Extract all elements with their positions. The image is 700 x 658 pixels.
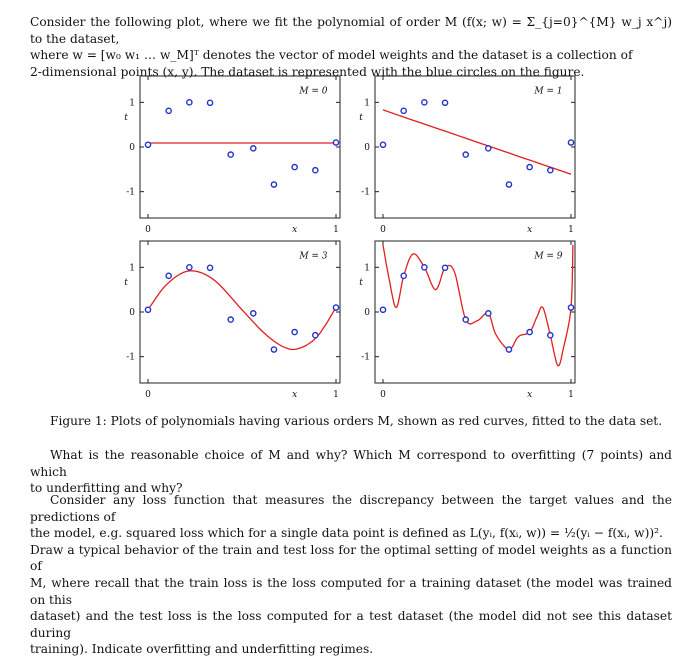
q2-line-1: Consider any loss function that measures the discrepancy between the target values and the predictions of xyxy=(30,493,672,524)
y-tick-label: 0 xyxy=(364,308,370,318)
x-tick-label: 0 xyxy=(380,390,386,400)
q2-line-3: Draw a typical behavior of the train and test loss for the optimal setting of model weights as a function of xyxy=(30,542,672,574)
data-point xyxy=(145,307,150,312)
q1-line-1: What is the reasonable choice of M and why? Which M correspond to overfitting (7 points) and which xyxy=(30,448,672,479)
subplot-title: M = 0 xyxy=(299,86,328,97)
data-point xyxy=(401,108,406,113)
y-axis-label: t xyxy=(124,278,128,289)
x-axis-label: x xyxy=(527,225,533,235)
subplot-title: M = 3 xyxy=(299,251,328,262)
y-tick-label: 0 xyxy=(364,143,370,153)
data-point xyxy=(166,273,171,278)
y-tick-label: 1 xyxy=(129,263,135,274)
x-tick-label: 0 xyxy=(145,390,151,400)
data-point xyxy=(292,165,297,170)
data-point xyxy=(166,108,171,113)
data-point xyxy=(568,305,573,310)
data-point xyxy=(422,265,427,270)
y-tick-label: -1 xyxy=(361,352,370,363)
axes-box xyxy=(375,76,575,218)
data-point xyxy=(251,146,256,151)
data-point xyxy=(422,100,427,105)
intro-line-1: Consider the following plot, where we fit the polynomial of order M (f(x; w) = Σ_{j=0}^{M} w_j x^j) to the dataset, xyxy=(30,15,672,46)
subplot-title: M = 9 xyxy=(534,251,563,262)
x-tick-label: 0 xyxy=(145,225,151,235)
q1-line-2: to underfitting and why? xyxy=(30,481,183,496)
intro-line-2: where w = [w₀ w₁ … w_M]ᵀ denotes the vector of model weights and the dataset is a collection of xyxy=(30,48,633,63)
data-point xyxy=(313,333,318,338)
data-point xyxy=(401,273,406,278)
x-tick-label: 1 xyxy=(568,390,574,400)
fit-curve xyxy=(383,110,571,174)
axes-box xyxy=(140,241,340,383)
x-axis-label: x xyxy=(292,225,298,235)
y-axis-label: t xyxy=(359,113,363,124)
data-point xyxy=(251,311,256,316)
subplot-4 xyxy=(359,241,575,400)
x-tick-label: 1 xyxy=(568,225,574,235)
y-tick-label: 1 xyxy=(129,98,135,109)
subplot-2 xyxy=(359,76,575,235)
subplot-title: M = 1 xyxy=(534,86,563,97)
data-point xyxy=(145,142,150,147)
question-1 xyxy=(30,447,672,497)
x-tick-label: 1 xyxy=(333,390,339,400)
y-tick-label: 1 xyxy=(364,263,370,274)
data-point xyxy=(333,305,338,310)
data-point xyxy=(207,100,212,105)
y-tick-label: -1 xyxy=(361,187,370,198)
data-point xyxy=(506,347,511,352)
subplot-3 xyxy=(124,241,340,400)
data-point xyxy=(271,347,276,352)
x-tick-label: 0 xyxy=(380,225,386,235)
data-point xyxy=(548,168,553,173)
data-point xyxy=(333,140,338,145)
data-point xyxy=(568,140,573,145)
data-point xyxy=(292,330,297,335)
q2-line-6: training). Indicate overfitting and underfitting regimes. xyxy=(30,642,374,657)
data-point xyxy=(463,317,468,322)
data-point xyxy=(380,142,385,147)
axes-box xyxy=(140,76,340,218)
data-point xyxy=(207,265,212,270)
y-axis-label: t xyxy=(124,113,128,124)
q2-line-4: M, where recall that the train loss is the loss computed for a training dataset (the model was trained on this xyxy=(30,575,672,607)
data-point xyxy=(228,152,233,157)
data-point xyxy=(271,182,276,187)
data-point xyxy=(442,100,447,105)
data-point xyxy=(527,165,532,170)
y-tick-label: -1 xyxy=(126,352,135,363)
q2-line-5: dataset) and the test loss is the loss computed for a test dataset (the model did not see this dataset during xyxy=(30,609,672,640)
data-point xyxy=(187,265,192,270)
intro-line-3: 2-dimensional points (x, y). The dataset is represented with the blue circles on the figure. xyxy=(30,64,585,79)
data-point xyxy=(486,146,491,151)
x-tick-label: 1 xyxy=(333,225,339,235)
data-point xyxy=(313,168,318,173)
q2-line-2: the model, e.g. squared loss which for a single data point is defined as L(yᵢ, f(xᵢ, w)) = ½(yᵢ − f(xᵢ, w))². xyxy=(30,526,663,541)
y-tick-label: 0 xyxy=(129,143,135,153)
subplot-1 xyxy=(124,76,340,235)
data-point xyxy=(527,330,532,335)
x-axis-label: x xyxy=(527,390,533,400)
data-point xyxy=(486,311,491,316)
data-point xyxy=(463,152,468,157)
y-tick-label: -1 xyxy=(126,187,135,198)
data-point xyxy=(506,182,511,187)
fit-curve xyxy=(383,245,573,366)
fit-curve xyxy=(148,271,336,350)
data-point xyxy=(187,100,192,105)
data-point xyxy=(548,333,553,338)
x-axis-label: x xyxy=(292,390,298,400)
data-point xyxy=(442,265,447,270)
data-point xyxy=(228,317,233,322)
y-tick-label: 0 xyxy=(129,308,135,318)
y-tick-label: 1 xyxy=(364,98,370,109)
data-point xyxy=(380,307,385,312)
question-2 xyxy=(30,492,672,658)
figure-caption: Figure 1: Plots of polynomials having various orders M, shown as red curves, fitted to the data set. xyxy=(50,414,663,428)
y-axis-label: t xyxy=(359,278,363,289)
